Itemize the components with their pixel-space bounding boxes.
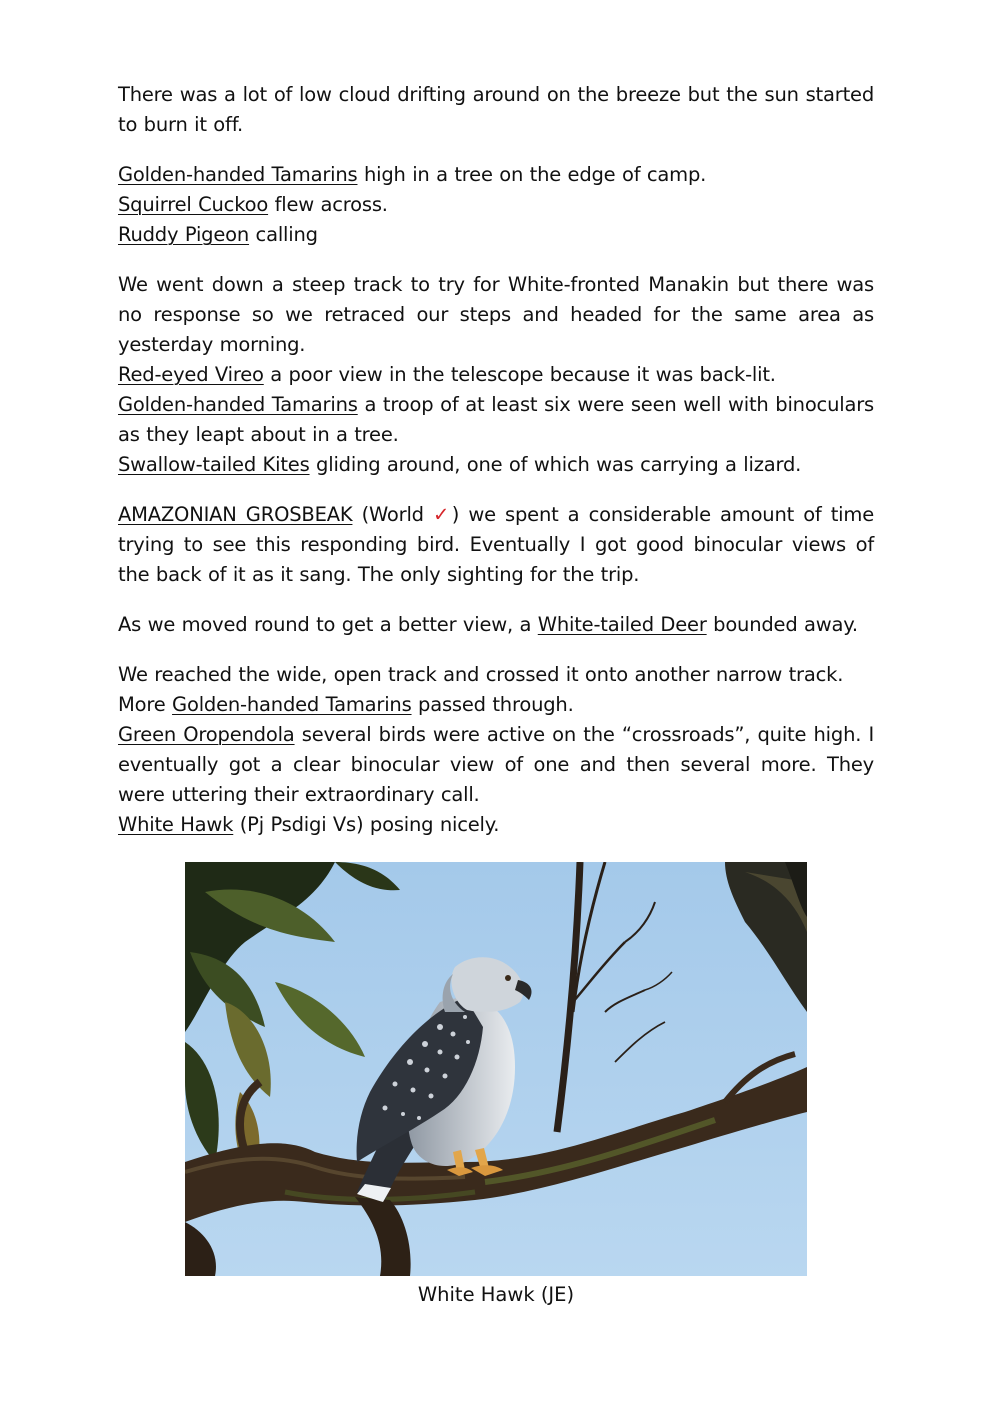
species-name: AMAZONIAN GROSBEAK: [118, 503, 353, 526]
sighting-line: [118, 690, 874, 720]
sighting-text: calling: [249, 223, 318, 246]
document-body: [118, 80, 874, 840]
narrative-text: We reached the wide, open track and crossed it onto another narrow track.: [118, 663, 844, 686]
sighting-text: high in a tree on the edge of camp.: [357, 163, 707, 186]
narrative-text: We went down a steep track to try for White-fronted Manakin but there was no response so we retraced our steps and headed for the same area as yesterday morning.: [118, 273, 874, 356]
species-name: White Hawk: [118, 813, 234, 836]
sighting-text: a troop of at least six were seen well with binoculars as they leapt about in a tree.: [118, 393, 874, 446]
sighting-line: [118, 360, 874, 390]
sighting-text: several birds were active on the “crossroads”, quite high. I eventually got a clear binocular view of one and then several more. They were uttering their extraordinary call.: [118, 723, 874, 806]
sighting-line: [118, 160, 874, 190]
paragraph-deer: [118, 610, 874, 640]
species-name: Squirrel Cuckoo: [118, 193, 269, 216]
sighting-text: (Pj Psdigi Vs) posing nicely.: [233, 813, 500, 836]
species-name: Swallow-tailed Kites: [118, 453, 310, 476]
narrative-text: bounded away.: [706, 613, 858, 636]
sighting-text: (World: [352, 503, 433, 526]
white-hawk-photo: [185, 862, 807, 1276]
paragraph-weather: There was a lot of low cloud drifting around on the breeze but the sun started to burn it off.: [118, 83, 874, 136]
paragraph-crossroads: [118, 660, 874, 840]
sighting-text: gliding around, one of which was carrying a lizard.: [309, 453, 802, 476]
sighting-line: [118, 720, 874, 810]
species-name: Golden-handed Tamarins: [118, 393, 358, 416]
species-name: Ruddy Pigeon: [118, 223, 250, 246]
sighting-line: [118, 190, 874, 220]
narrative-text: As we moved round to get a better view, a: [118, 613, 538, 636]
sighting-text: passed through.: [411, 693, 574, 716]
photo-caption: White Hawk (JE): [417, 1283, 575, 1306]
paragraph-grosbeak: [118, 500, 874, 590]
sighting-text: a poor view in the telescope because it was back-lit.: [263, 363, 776, 386]
sighting-text: ) we spent a considerable amount of time trying to see this responding bird. Eventually I got good binocular views of the back of it as it sang. The only sighting for the trip.: [118, 503, 874, 586]
sighting-line: [118, 390, 874, 450]
sighting-line: [118, 810, 874, 840]
sighting-line: [118, 220, 874, 250]
species-name: Golden-handed Tamarins: [118, 163, 358, 186]
paragraph-camp-sightings: [118, 160, 874, 250]
white-hawk-illustration: [185, 862, 807, 1276]
species-name: White-tailed Deer: [537, 613, 707, 636]
sighting-line: [118, 450, 874, 480]
species-name: Golden-handed Tamarins: [172, 693, 412, 716]
species-name: Red-eyed Vireo: [118, 363, 264, 386]
sighting-text: flew across.: [268, 193, 388, 216]
species-name: Green Oropendola: [118, 723, 295, 746]
paragraph-steep-track: [118, 270, 874, 480]
narrative-text: More: [118, 693, 173, 716]
checkmark-icon: ✓: [433, 503, 452, 526]
